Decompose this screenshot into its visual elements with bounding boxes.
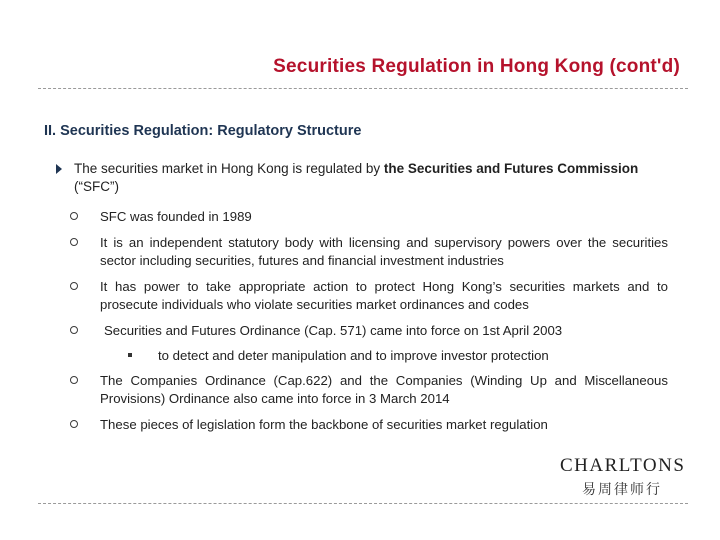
main-bullet-tail: (“SFC”) [74, 179, 119, 194]
list-item [70, 416, 668, 434]
logo-chinese-name: 易周律师行 [582, 482, 662, 498]
circle-bullet-icon [70, 420, 78, 428]
main-bullet-bold: the Securities and Futures Commission [383, 161, 639, 176]
circle-bullet-icon [70, 238, 78, 246]
arrow-bullet-icon [56, 164, 62, 174]
square-bullet-icon [128, 353, 132, 357]
list-item [70, 234, 668, 270]
charltons-logo [560, 455, 684, 499]
section-heading: II. Securities Regulation: Regulatory Structure [44, 123, 362, 139]
list-item-text: It is an independent statutory body with licensing and supervisory powers over the securities sector including securities, futures and financial investment industries [100, 235, 668, 268]
circle-bullet-icon [70, 326, 78, 334]
sub-list-item [128, 347, 648, 365]
list-item [70, 322, 668, 340]
logo-name: CHARLTONS [560, 455, 686, 476]
circle-bullet-icon [70, 212, 78, 220]
list-item [70, 208, 668, 226]
circle-bullet-icon [70, 376, 78, 384]
main-bullet-text [74, 160, 676, 196]
sub-list-item-text: to detect and deter manipulation and to improve investor protection [158, 348, 549, 363]
list-item-text: These pieces of legislation form the backbone of securities market regulation [100, 417, 548, 432]
slide-title: Securities Regulation in Hong Kong (cont'd) [273, 56, 680, 77]
bottom-divider [38, 503, 688, 504]
list-item [70, 372, 668, 408]
circle-bullet-icon [70, 282, 78, 290]
list-item-text: Securities and Futures Ordinance (Cap. 571) came into force on 1st April 2003 [104, 323, 563, 338]
main-bullet [56, 160, 676, 196]
list-item-text: SFC was founded in 1989 [100, 209, 252, 224]
list-item-text: The Companies Ordinance (Cap.622) and the Companies (Winding Up and Miscellaneous Provisions) Ordinance also came into force in 3 March 2014 [100, 373, 668, 406]
top-divider [38, 88, 688, 89]
list-item [70, 278, 668, 314]
list-item-text: It has power to take appropriate action to protect Hong Kong’s securities markets and to prosecute individuals who violate securities market ordinances and codes [100, 279, 668, 312]
main-bullet-plain: The securities market in Hong Kong is regulated by [74, 161, 384, 176]
